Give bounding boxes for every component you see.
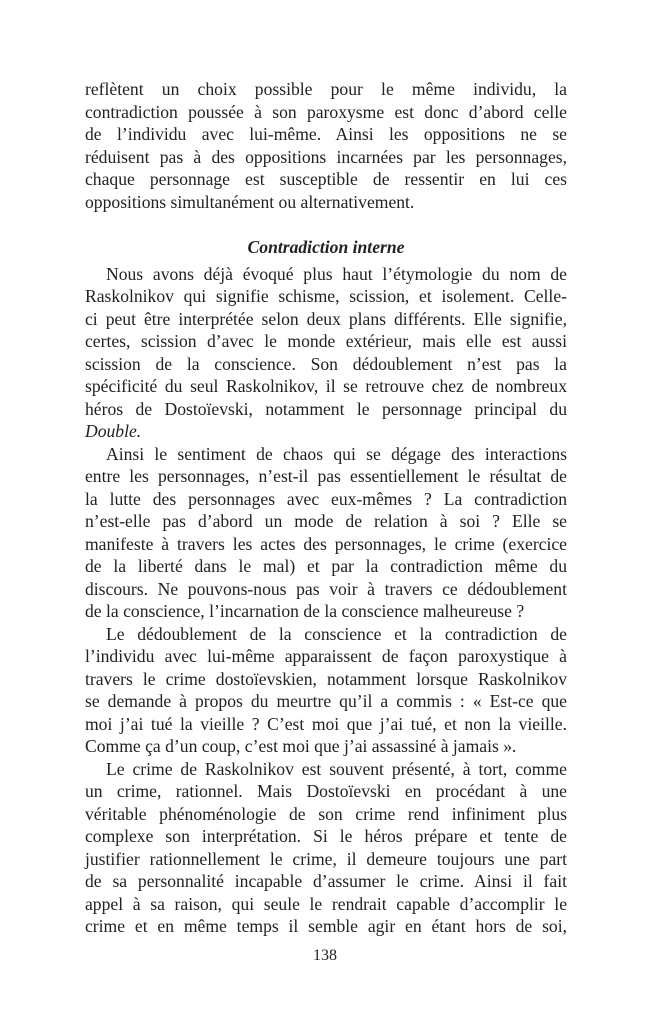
- text-line: manifeste à travers les actes des personnages, le crime (exercice: [85, 533, 567, 554]
- text-line: spécificité du seul Raskolnikov, il se retrouve chez de nombreux: [85, 376, 567, 396]
- text-line: oppositions simultanément ou alternativement.: [85, 191, 415, 212]
- text-line: réduisent pas à des oppositions incarnées par les personnages,: [85, 146, 567, 167]
- text-line: discours. Ne pouvons-nous pas voir à travers ce dédoublement: [85, 578, 567, 599]
- text-line: se demande à propos du meurtre qu’il a commis : « Est-ce que: [85, 691, 567, 711]
- text-line: Raskolnikov qui signifie schisme, scission, et isolement. Celle-: [85, 286, 567, 306]
- text-line: Ainsi le sentiment de chaos qui se dégage des interactions: [106, 443, 567, 464]
- text-line: Le crime de Raskolnikov est souvent présenté, à tort, comme: [106, 758, 567, 779]
- text-line: chaque personnage est susceptible de ressentir en lui ces: [85, 169, 567, 189]
- section-heading: Contradiction interne: [247, 237, 405, 257]
- text-line: moi j’ai tué la vieille ? C’est moi que j’ai tué, et non la vieille.: [85, 713, 567, 734]
- text-line: ci peut être interprétée selon deux plans différents. Elle signifie,: [85, 308, 567, 329]
- text-line: travers le crime dostoïevskien, notamment lorsque Raskolnikov: [85, 668, 567, 689]
- text-line: de sa personnalité incapable d’assumer le crime. Ainsi il fait: [85, 871, 567, 891]
- text-line: de la conscience, l’incarnation de la conscience malheureuse ?: [85, 601, 525, 621]
- text-line: Double.: [85, 421, 142, 441]
- text-line: de l’individu avec lui-même. Ainsi les oppositions ne se: [85, 124, 567, 144]
- text-line: n’est-elle pas d’abord un mode de relation à soi ? Elle se: [85, 511, 567, 531]
- text-line: un crime, rationnel. Mais Dostoïevski en procédant à une: [85, 781, 567, 801]
- text-line: la lutte des personnages avec eux-mêmes ? La contradiction: [85, 488, 567, 509]
- body-text: [85, 78, 567, 938]
- page-number: 138: [313, 947, 337, 964]
- text-line: Comme ça d’un coup, c’est moi que j’ai assassiné à jamais ».: [85, 736, 517, 756]
- text-line: Le dédoublement de la conscience et la contradiction de: [106, 623, 567, 644]
- text-line: complexe son interprétation. Si le héros prépare et tente de: [85, 826, 567, 846]
- text-line: entre les personnages, n’est-il pas essentiellement le résultat de: [85, 466, 567, 486]
- text-line: reflètent un choix possible pour le même individu, la: [85, 79, 567, 99]
- text-line: véritable phénoménologie de son crime rend infiniment plus: [85, 803, 567, 824]
- text-line: certes, scission d’avec le monde extérieur, mais elle est aussi: [85, 331, 567, 351]
- text-line: Nous avons déjà évoqué plus haut l’étymologie du nom de: [106, 263, 567, 284]
- text-line: appel à sa raison, qui seule le rendrait capable d’accomplir le: [85, 893, 567, 914]
- text-line: héros de Dostoïevski, notamment le personnage principal du: [85, 398, 567, 419]
- text-line: justifier rationnellement le crime, il demeure toujours une part: [85, 848, 567, 869]
- text-line: de la liberté dans le mal) et par la contradiction même du: [85, 556, 567, 576]
- text-line: contradiction poussée à son paroxysme est donc d’abord celle: [85, 101, 567, 122]
- text-line: scission de la conscience. Son dédoublement n’est pas la: [85, 353, 567, 374]
- text-line: l’individu avec lui-même apparaissent de façon paroxystique à: [85, 646, 567, 666]
- text-line: crime et en même temps il semble agir en étant hors de soi,: [85, 916, 567, 936]
